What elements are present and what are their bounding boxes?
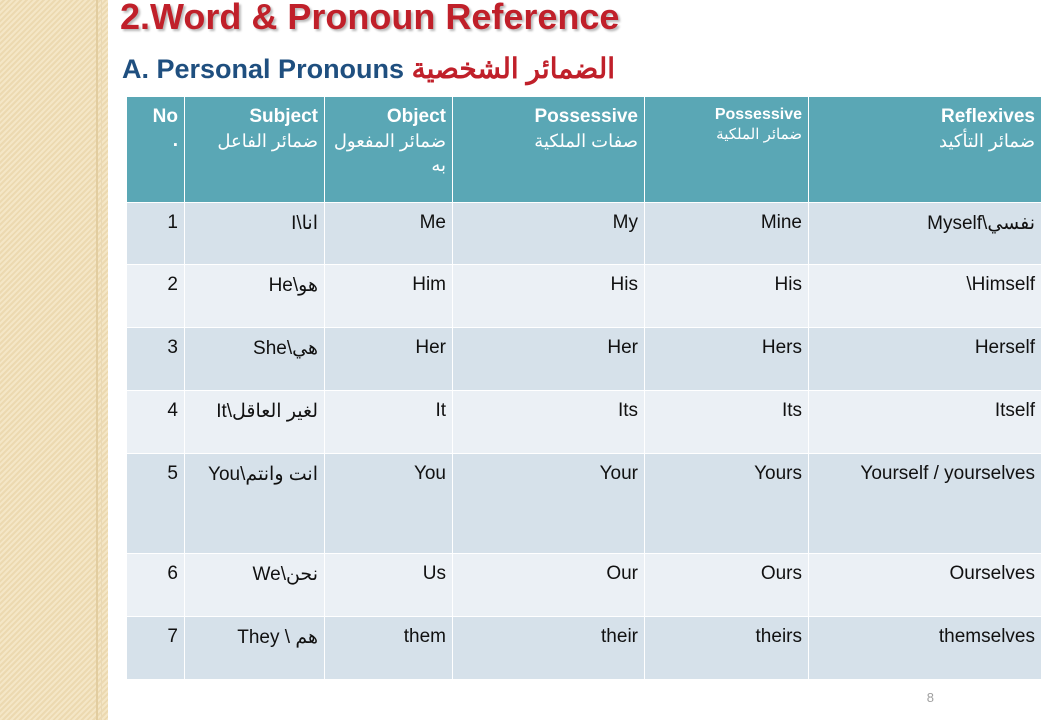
cell-reflexive: Ourselves [809,554,1042,617]
header-no [127,97,185,203]
cell-possessive-adjective: His [453,265,645,328]
decorative-left-band [0,0,108,720]
subtitle-arabic: الضمائر الشخصية [411,53,616,84]
cell-subject: We\نحن [185,554,325,617]
cell-possessive-pronoun: Hers [645,328,809,391]
cell-object: It [325,391,453,454]
cell-object: Her [325,328,453,391]
cell-subject: It\لغير العاقل [185,391,325,454]
cell-subject: They \ هم [185,617,325,680]
cell-object: Me [325,203,453,265]
cell-possessive-pronoun: Its [645,391,809,454]
table-row [127,265,1042,328]
cell-reflexive: Itself [809,391,1042,454]
header-possessive-pronoun-label-ar: ضمائر الملكية [716,126,802,143]
cell-reflexive: \Himself [809,265,1042,328]
cell-no: 3 [127,328,185,391]
pronoun-table [126,96,1042,680]
header-reflexives-label: Reflexives [940,106,1035,127]
cell-no: 5 [127,454,185,554]
page-number: 8 [926,690,934,705]
header-possessive-adjective-label-ar: صفات الملكية [534,131,638,151]
cell-object: them [325,617,453,680]
cell-object: Him [325,265,453,328]
slide-subtitle [122,52,615,85]
header-possessive-pronoun-label: Possessive [714,106,802,123]
cell-reflexive: Myself\نفسي [809,203,1042,265]
table-row [127,203,1042,265]
cell-no: 2 [127,265,185,328]
cell-possessive-adjective: their [453,617,645,680]
cell-object: Us [325,554,453,617]
cell-no: 4 [127,391,185,454]
cell-no: 6 [127,554,185,617]
subtitle-english: A. Personal Pronouns [122,54,405,84]
header-no-label: No [152,106,178,127]
table-row [127,617,1042,680]
table-row [127,454,1042,554]
cell-subject: You\انت وانتم [185,454,325,554]
slide [108,0,1035,720]
header-reflexives [809,97,1042,203]
header-possessive-pronoun [645,97,809,203]
header-reflexives-label-ar: ضمائر التأكيد [939,131,1035,151]
table-header-row [127,97,1042,203]
header-object-label-ar: ضمائر المفعول به [333,131,446,175]
cell-possessive-pronoun: His [645,265,809,328]
cell-possessive-pronoun: Yours [645,454,809,554]
header-object [325,97,453,203]
header-possessive-adjective [453,97,645,203]
cell-object: You [325,454,453,554]
cell-no: 7 [127,617,185,680]
cell-possessive-pronoun: Ours [645,554,809,617]
header-subject-label: Subject [249,106,318,127]
header-subject-label-ar: ضمائر الفاعل [217,131,318,151]
table-row [127,391,1042,454]
table-row [127,328,1042,391]
header-object-label: Object [386,106,446,127]
cell-reflexive: themselves [809,617,1042,680]
cell-possessive-adjective: Its [453,391,645,454]
decorative-left-line-thin [101,0,102,720]
cell-reflexive: Herself [809,328,1042,391]
header-no-label-ar: . [172,130,178,151]
cell-possessive-adjective: Our [453,554,645,617]
cell-possessive-pronoun: theirs [645,617,809,680]
cell-possessive-adjective: My [453,203,645,265]
header-subject [185,97,325,203]
decorative-left-line [96,0,98,720]
cell-no: 1 [127,203,185,265]
header-possessive-adjective-label: Possessive [534,106,638,127]
slide-title: 2.Word & Pronoun Reference [120,0,620,37]
table-row [127,554,1042,617]
cell-possessive-pronoun: Mine [645,203,809,265]
cell-reflexive: Yourself / yourselves [809,454,1042,554]
cell-possessive-adjective: Her [453,328,645,391]
cell-subject: She\هي [185,328,325,391]
cell-possessive-adjective: Your [453,454,645,554]
cell-subject: He\هو [185,265,325,328]
cell-subject: I\انا [185,203,325,265]
